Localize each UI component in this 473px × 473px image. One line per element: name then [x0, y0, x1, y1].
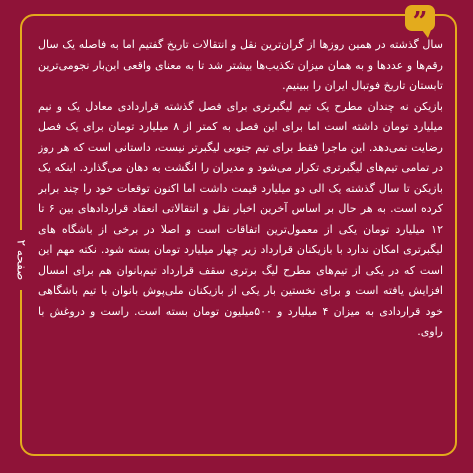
paragraph-main: بازیکن نه چندان مطرح یک تیم لیگبرتری برای فصل گذشته قراردادی معادل یک و نیم میلیارد تومان داشته است اما برای این فصل به کمتر از ۸ میلیارد تومان برای یک فصل رضایت نمی‌دهد. این ماجرا فقط برای تیم جنوبی لیگبرتر نیست، داستانی است که هر روز در تمامی تیم‌های لیگبرتری تکرار می‌شود و مدیران را انگشت به دهان می‌گذارد. اینکه یک بازیکن تا سال گذشته یک الی دو میلیارد قیمت داشت اما اکنون توقعات خود را چند برابر کرده است. به هر حال بر اساس آخرین اخبار نقل و انتقالاتی انعقاد قراردادهای بین ۶ تا ۱۲ میلیارد تومان یکی از معمول‌ترین اتفاقات است و اصلا در برخی از باشگاه های لیگبرتری امکان ندارد با بازیکنان قرارداد زیر چهار میلیارد تومان بسته شود. نکته مهم این است که در یکی از تیم‌های مطرح لیگ برتری سقف قرارداد تیم‌بانوان هم برای امسال افزایش یافته است و برای نخستین بار یکی از بازیکنان ملی‌پوش بانوان با تیم باشگاهی خود قراردادی به میزان ۴ میلیارد و ۵۰۰میلیون تومان بسته است. راست و دروغش با راوی.: [38, 99, 443, 338]
article-text: [38, 35, 443, 445]
paragraph-intro: سال گذشته در همین روزها از گران‌ترین نقل و انتقالات تاریخ گفتیم اما به فاصله یک سال رقم‌ها و عددها و به همان میزان تکذیب‌ها بیشتر شد تا به معنای واقعی این‌بار نجومی‌ترین تابستان تاریخ فوتبال ایران را ببینیم.: [38, 38, 443, 92]
quote-icon: ”: [405, 5, 435, 31]
page-number-text: صفحه ۲: [14, 239, 28, 281]
page-number-label: [6, 226, 36, 294]
